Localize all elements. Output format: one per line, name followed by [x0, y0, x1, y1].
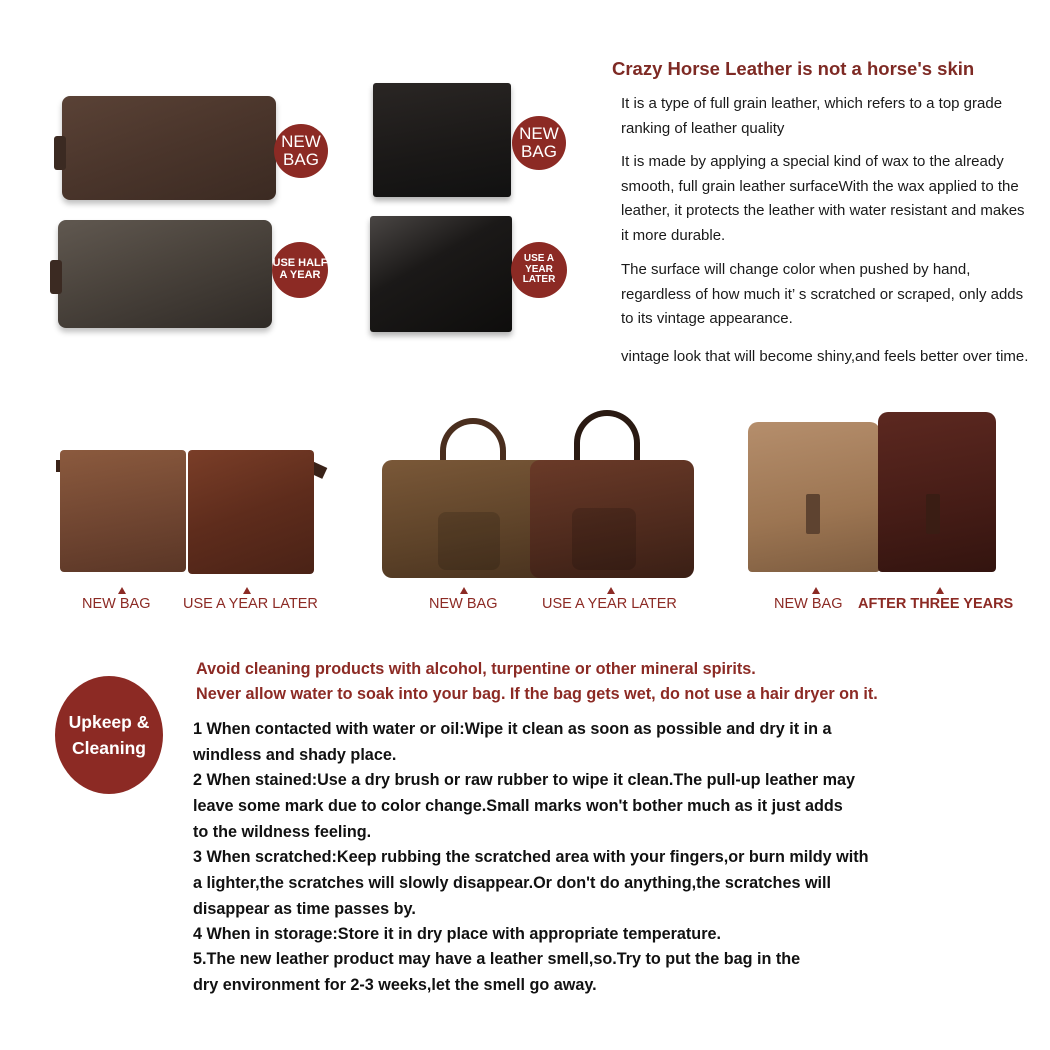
- warning-water: Never allow water to soak into your bag. If the bag gets wet, do not use a hair dryer on it.: [196, 685, 878, 703]
- care-step-stained: 2 When stained:Use a dry brush or raw rubber to wipe it clean.The pull-up leather may leave some mark due to color change.Small marks won't bother much as it just adds to the wildness feeling.: [193, 771, 856, 841]
- badge-bifold-year-later: USE A YEAR LATER: [511, 242, 567, 298]
- backpack-used-photo: [878, 412, 996, 572]
- paragraph-vintage: vintage look that will become shiny,and feels better over time.: [621, 348, 1029, 365]
- badge-wallet-new: NEW BAG: [274, 124, 328, 178]
- caption-duffel-used: USE A YEAR LATER: [542, 596, 677, 612]
- paragraph-surface: The surface will change color when pushed by hand, regardless of how much it’ s scratched or scraped, only adds to its vintage appearance.: [621, 261, 1024, 327]
- caption-duffel-new: NEW BAG: [429, 596, 498, 612]
- triangle-marker: [460, 587, 468, 594]
- badge-bifold-new: NEW BAG: [512, 116, 566, 170]
- messenger-bag-used-photo: [188, 450, 314, 574]
- caption-backpack-new: NEW BAG: [774, 596, 843, 612]
- upkeep-cleaning-badge: Upkeep & Cleaning: [55, 676, 163, 794]
- duffel-bag-new-photo: [382, 460, 552, 578]
- page-title: Crazy Horse Leather is not a horse's skin: [612, 58, 975, 79]
- caption-backpack-used: AFTER THREE YEARS: [858, 596, 1014, 612]
- triangle-marker: [243, 587, 251, 594]
- bifold-wallet-used-photo: [370, 216, 512, 332]
- badge-wallet-half-year: USE HALF A YEAR: [272, 242, 328, 298]
- paragraph-full-grain: It is a type of full grain leather, which refers to a top grade ranking of leather quality: [621, 95, 1003, 137]
- messenger-bag-new-photo: [60, 450, 186, 572]
- warning-cleaning-products: Avoid cleaning products with alcohol, turpentine or other mineral spirits.: [196, 660, 756, 678]
- triangle-marker: [936, 587, 944, 594]
- triangle-marker: [812, 587, 820, 594]
- triangle-marker: [607, 587, 615, 594]
- long-wallet-new-photo: [62, 96, 276, 200]
- care-step-scratched: 3 When scratched:Keep rubbing the scratched area with your fingers,or burn mildy with a lighter,the scratches will slowly disappear.Or don't do anything,the scratches will disappear as time passes by.: [193, 848, 869, 918]
- care-step-storage: 4 When in storage:Store it in dry place with appropriate temperature.: [193, 925, 721, 943]
- caption-messenger-used: USE A YEAR LATER: [183, 596, 318, 612]
- paragraph-wax: It is made by applying a special kind of wax to the already smooth, full grain leather surfaceWith the wax applied to the leather, it protects the leather with water resistant and makes it more durable.: [621, 153, 1025, 244]
- care-step-water-oil: 1 When contacted with water or oil:Wipe it clean as soon as possible and dry it in a windless and shady place.: [193, 720, 832, 764]
- backpack-new-photo: [748, 422, 880, 572]
- long-wallet-used-photo: [58, 220, 272, 328]
- triangle-marker: [118, 587, 126, 594]
- care-step-smell: 5.The new leather product may have a leather smell,so.Try to put the bag in the dry environment for 2-3 weeks,let the smell go away.: [193, 950, 801, 994]
- duffel-bag-used-photo: [530, 460, 694, 578]
- caption-messenger-new: NEW BAG: [82, 596, 151, 612]
- bifold-wallet-new-photo: [373, 83, 511, 197]
